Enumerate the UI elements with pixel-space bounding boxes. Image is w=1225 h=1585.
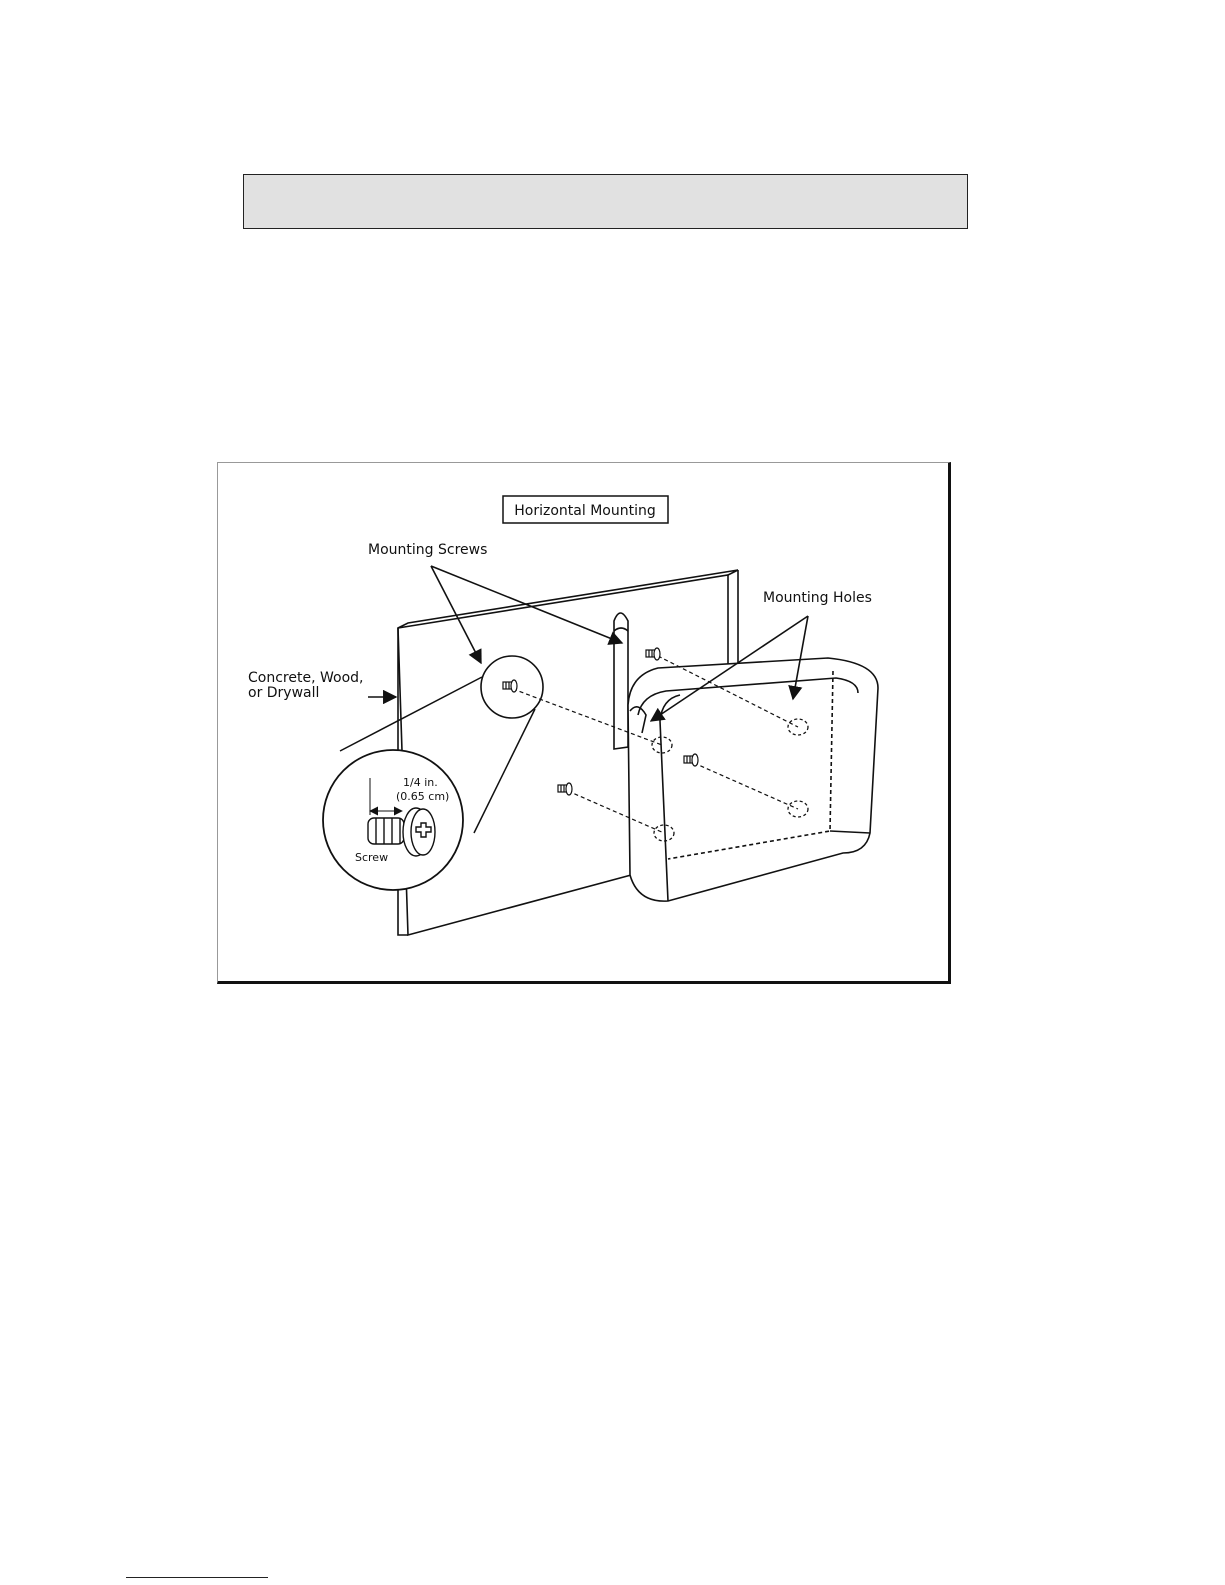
screw-label: Screw (355, 851, 389, 864)
section-header-bar (243, 174, 968, 229)
wall-material-label-line1: Concrete, Wood, (248, 670, 364, 686)
mounting-screws-label: Mounting Screws (368, 542, 488, 558)
wall-material-label-line2: or Drywall (248, 685, 320, 701)
figure-title-box (503, 496, 668, 523)
dimension-label-line2: (0.65 cm) (396, 790, 450, 803)
device-enclosure (628, 658, 878, 901)
antenna (614, 613, 628, 749)
mounting-figure (217, 462, 951, 984)
magnified-screw-detail (323, 750, 463, 890)
mounting-holes-label: Mounting Holes (763, 590, 872, 606)
mounting-illustration (218, 463, 950, 983)
footnote-rule (126, 1577, 268, 1578)
figure-title: Horizontal Mounting (514, 503, 656, 519)
dimension-label-line1: 1/4 in. (403, 776, 438, 789)
